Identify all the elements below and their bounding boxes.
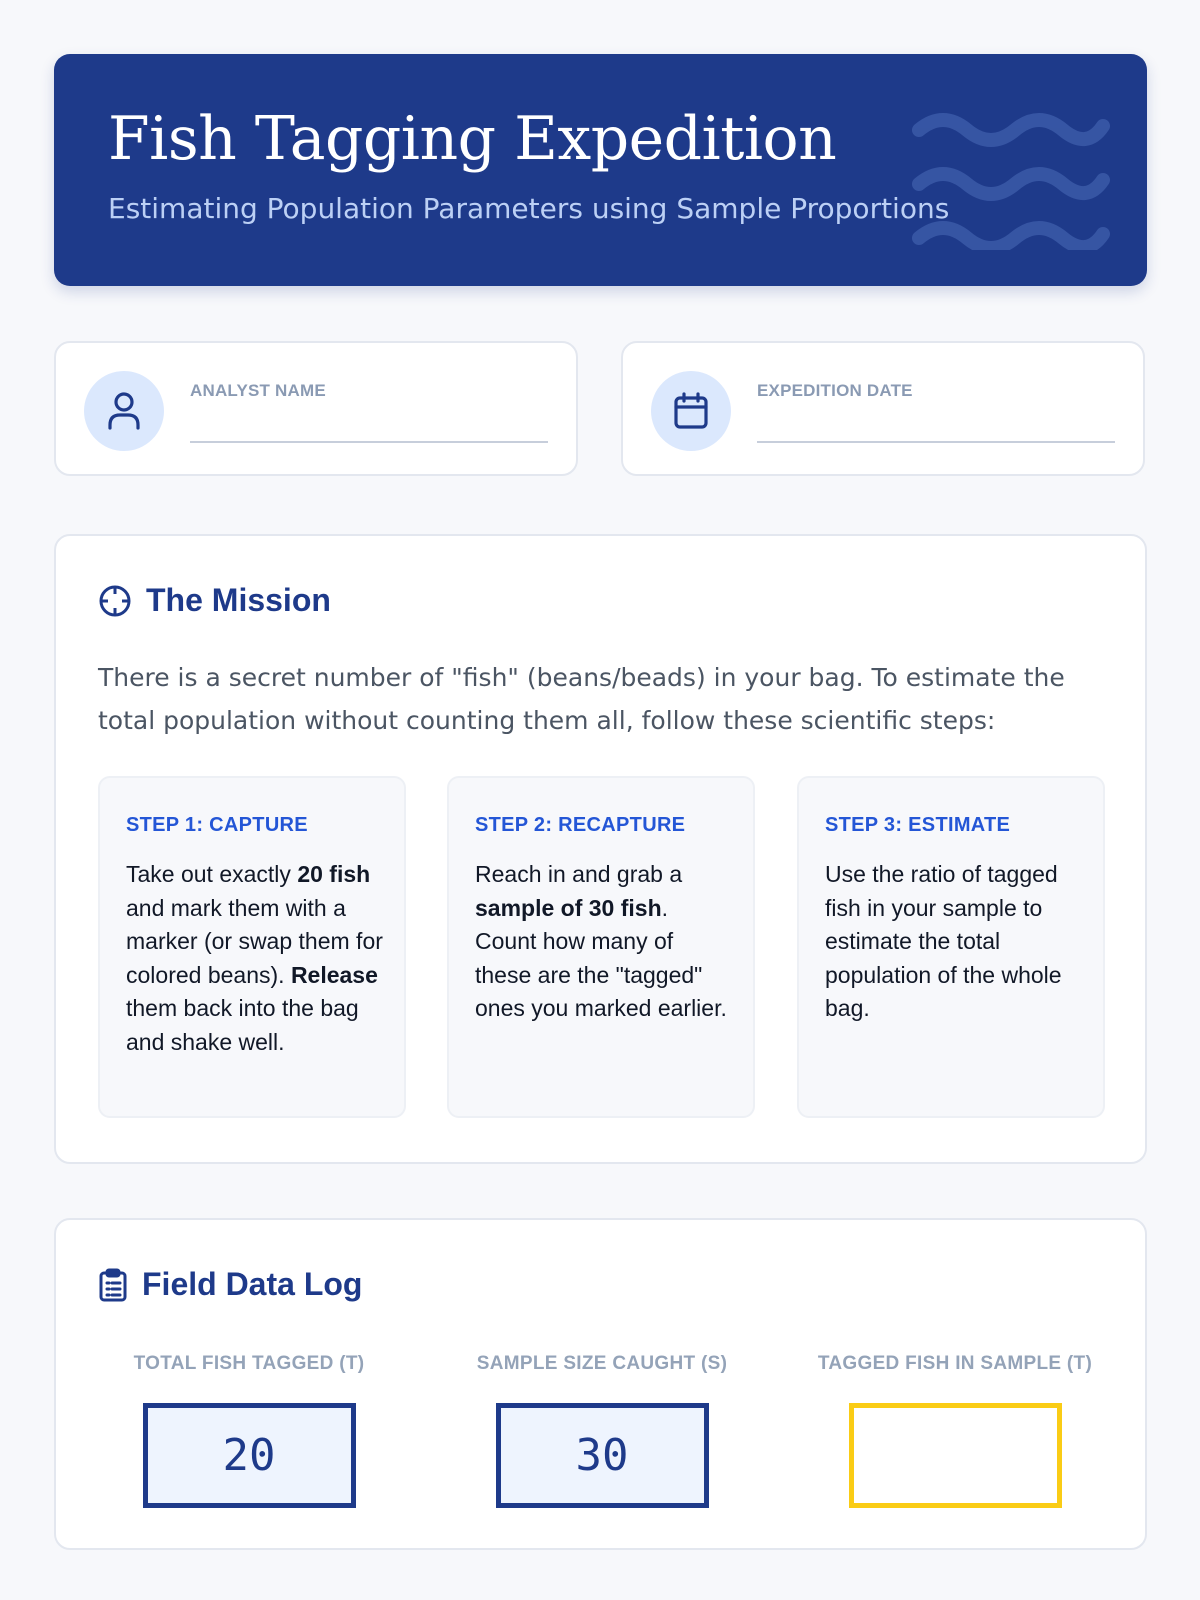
mission-heading — [98, 582, 331, 619]
step-recapture — [447, 776, 755, 1118]
waves-icon — [911, 110, 1111, 250]
sample-size-input[interactable]: 30 — [496, 1403, 709, 1508]
date-card — [621, 341, 1145, 476]
step-description: Take out exactly 20 fish and mark them with a marker (or swap them for colored beans). Release them back into the bag and shake well. — [126, 861, 383, 1055]
mission-title: The Mission — [146, 582, 331, 618]
total-tagged-label: TOTAL FISH TAGGED (T) — [133, 1353, 365, 1374]
mission-card — [54, 534, 1147, 1164]
step-title: STEP 2: RECAPTURE — [475, 814, 686, 836]
clipboard-icon — [98, 1268, 128, 1302]
analyst-name-field[interactable] — [190, 441, 548, 443]
tagged-in-sample-field — [805, 1353, 1105, 1508]
crosshair-icon — [98, 584, 132, 618]
sample-size-field — [452, 1353, 752, 1508]
step-estimate — [797, 776, 1105, 1118]
analyst-card — [54, 341, 578, 476]
analyst-name-label: ANALYST NAME — [190, 381, 326, 400]
expedition-date-label: EXPEDITION DATE — [757, 381, 913, 400]
field-log-title: Field Data Log — [142, 1266, 363, 1302]
page-subtitle: Estimating Population Parameters using Sample Proportions — [108, 192, 950, 225]
total-tagged-input[interactable]: 20 — [143, 1403, 356, 1508]
field-data-log-card — [54, 1218, 1147, 1550]
tagged-in-sample-label: TAGGED FISH IN SAMPLE (T) — [817, 1353, 1093, 1374]
calendar-icon — [651, 371, 731, 451]
step-description: Use the ratio of tagged fish in your sample to estimate the total population of the whole bag. — [825, 861, 1062, 1021]
step-title: STEP 1: CAPTURE — [126, 814, 308, 836]
total-tagged-field — [99, 1353, 399, 1508]
expedition-date-field[interactable] — [757, 441, 1115, 443]
step-description: Reach in and grab a sample of 30 fish. Count how many of these are the "tagged" ones you marked earlier. — [475, 861, 727, 1021]
step-capture — [98, 776, 406, 1118]
mission-description: There is a secret number of "fish" (beans/beads) in your bag. To estimate the total population without counting them all, follow these scientific steps: — [98, 663, 1065, 735]
tagged-in-sample-input[interactable] — [849, 1403, 1062, 1508]
step-title: STEP 3: ESTIMATE — [825, 814, 1011, 836]
page-title: Fish Tagging Expedition — [108, 104, 837, 174]
field-log-heading — [98, 1266, 362, 1303]
sample-size-label: SAMPLE SIZE CAUGHT (S) — [476, 1353, 728, 1374]
user-icon — [84, 371, 164, 451]
header-banner — [54, 54, 1147, 286]
